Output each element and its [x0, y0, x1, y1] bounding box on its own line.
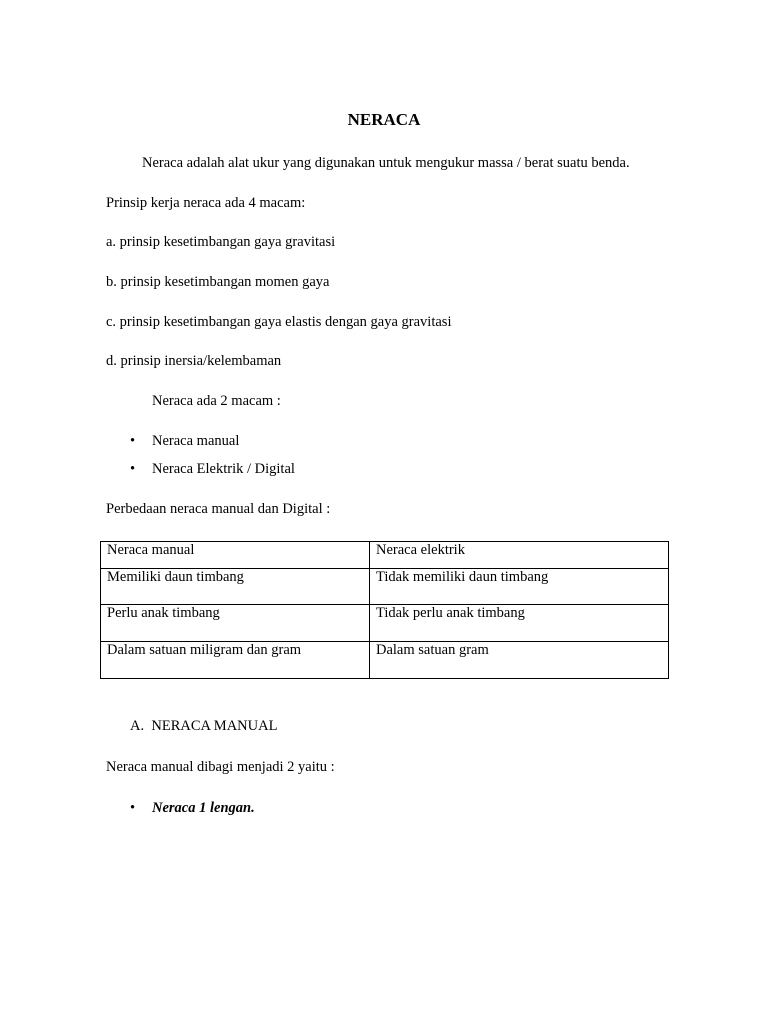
- table-cell: Tidak memiliki daun timbang: [370, 569, 669, 605]
- table-row: [101, 569, 669, 605]
- table-cell: Neraca manual: [101, 542, 370, 569]
- principle-item-a: a. prinsip kesetimbangan gaya gravitasi: [106, 234, 336, 250]
- table-cell: Perlu anak timbang: [101, 605, 370, 642]
- table-cell: Dalam satuan gram: [370, 642, 669, 679]
- table-cell: Tidak perlu anak timbang: [370, 605, 669, 642]
- table-header-row: [101, 542, 669, 569]
- manual-type-item: Neraca 1 lengan.: [152, 800, 255, 816]
- bullet-icon: •: [130, 461, 136, 477]
- type-item-digital: Neraca Elektrik / Digital: [152, 461, 295, 477]
- principles-heading: Prinsip kerja neraca ada 4 macam:: [106, 195, 306, 211]
- bullet-icon: •: [130, 433, 136, 449]
- section-marker: A.: [130, 718, 145, 734]
- table-cell: Neraca elektrik: [370, 542, 669, 569]
- table-cell: Dalam satuan miligram dan gram: [101, 642, 370, 679]
- page-title: NERACA: [347, 110, 421, 129]
- principle-item-d: d. prinsip inersia/kelembaman: [106, 353, 282, 369]
- comparison-table: [100, 541, 669, 679]
- principle-item-b: b. prinsip kesetimbangan momen gaya: [106, 274, 330, 290]
- intro-paragraph: Neraca adalah alat ukur yang digunakan untuk mengukur massa / berat suatu benda.: [142, 155, 630, 171]
- table-cell: Memiliki daun timbang: [101, 569, 370, 605]
- table-row: [101, 605, 669, 642]
- section-title: NERACA MANUAL: [151, 718, 278, 734]
- type-item-manual: Neraca manual: [152, 433, 240, 449]
- difference-heading: Perbedaan neraca manual dan Digital :: [106, 501, 331, 517]
- table-row: [101, 642, 669, 679]
- principle-item-c: c. prinsip kesetimbangan gaya elastis dengan gaya gravitasi: [106, 314, 452, 330]
- manual-intro: Neraca manual dibagi menjadi 2 yaitu :: [106, 759, 335, 775]
- section-a-heading: [130, 718, 277, 735]
- bullet-icon: •: [130, 800, 136, 816]
- types-heading: Neraca ada 2 macam :: [152, 393, 281, 409]
